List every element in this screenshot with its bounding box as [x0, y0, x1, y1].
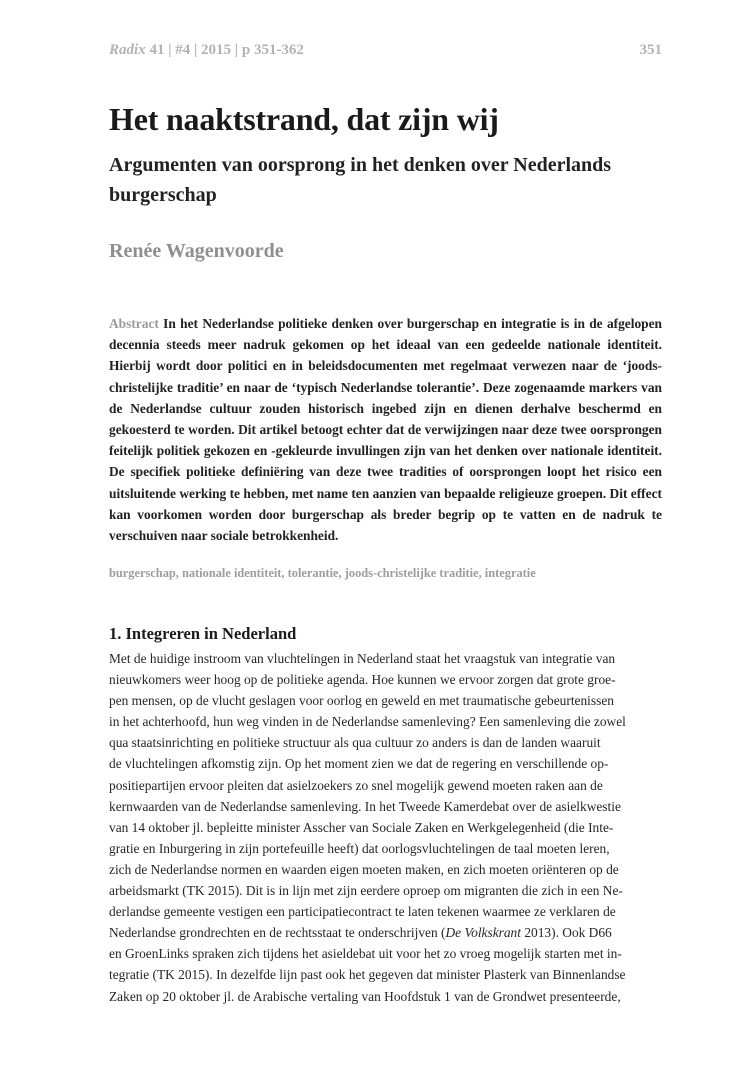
text-line: en GroenLinks spraken zich tijdens het asieldebat uit voor het zo vroeg mogelijk starten met in-	[109, 946, 622, 962]
text-fragment: 2013). Ook D66	[520, 925, 612, 941]
text-line: gratie en Inburgering in zijn portefeuille heeft) dat oorlogsvluchtelingen de taal moeten leren,	[109, 840, 610, 856]
article-title: Het naaktstrand, dat zijn wij	[109, 101, 499, 137]
body-text	[109, 648, 662, 1007]
text-line: positiepartijen ervoor pleiten dat asielzoekers zo snel mogelijk gewend moeten raken aan de	[109, 777, 603, 793]
page-number: 351	[639, 42, 662, 58]
text-fragment: Nederlandse grondrechten en de rechtsstaat te onderschrijven (	[109, 925, 446, 941]
author-name: Renée Wagenvoorde	[109, 240, 284, 262]
text-line: de vluchtelingen afkomstig zijn. Op het moment zien we dat de regering en verschillende op-	[109, 756, 609, 772]
text-line: tegratie (TK 2015). In dezelfde lijn past ook het gegeven dat minister Plasterk van Binnenlandse	[109, 967, 626, 983]
text-line: Zaken op 20 oktober jl. de Arabische vertaling van Hoofdstuk 1 van de Grondwet presenteerde,	[109, 988, 621, 1004]
text-line: van 14 oktober jl. bepleitte minister Asscher van Sociale Zaken en Werkgelegenheid (die Inte-	[109, 819, 614, 835]
keywords: burgerschap, nationale identiteit, tolerantie, joods-christelijke traditie, integratie	[109, 566, 536, 580]
text-line: kernwaarden van de Nederlandse samenleving. In het Tweede Kamerdebat over de asielkwestie	[109, 798, 621, 814]
citation-italic: De Volkskrant	[445, 925, 521, 941]
text-line: pen mensen, op de vlucht geslagen voor oorlog en geweld en met traumatische gebeurtenissen	[109, 693, 614, 709]
abstract	[109, 313, 662, 546]
text-line: nieuwkomers weer hoog op de politieke agenda. Hoe kunnen we ervoor zorgen dat grote groe-	[109, 672, 616, 688]
text-line: arbeidsmarkt (TK 2015). Dit is in lijn met zijn eerdere oproep om migranten die zich in een Ne-	[109, 883, 623, 899]
running-header	[109, 42, 662, 59]
section-heading: 1. Integreren in Nederland	[109, 624, 297, 643]
text-line: qua staatsinrichting en politieke structuur als qua cultuur zo anders is dan de landen waaruit	[109, 735, 601, 751]
text-line	[109, 922, 662, 943]
journal-name: Radix	[109, 42, 146, 58]
citation: 41 | #4 | 2015 | p 351-362	[145, 42, 304, 58]
abstract-text: In het Nederlandse politieke denken over burgerschap en integratie is in de afgelopen decennia steeds meer nadruk gekomen op het ideaal van een gedeelde nationale identiteit. Hierbij wordt door politici en in beleidsdocumenten met regelmaat verwezen naar de ‘joods-christelijke traditie’ en naar de ‘typisch Nederlandse tolerantie’. Deze zogenaamde markers van de Nederlandse cultuur zouden historisch ingebed zijn en dienen derhalve beschermd en gekoesterd te worden. Dit artikel betoogt echter dat de verwijzingen naar deze twee oorsprongen feitelijk politiek gekozen en -gekleurde invullingen zijn van het denken over nationale identiteit. De specifiek politieke definiëring van deze twee tradities of oorsprongen loopt het risico een uitsluitende werking te hebben, met name ten aanzien van bepaalde religieuze groepen. Dit effect kan voorkomen worden door burgerschap als breder begrip op te vatten en de nadruk te verschuiven naar sociale betrokkenheid.	[109, 316, 662, 544]
text-line: Met de huidige instroom van vluchtelingen in Nederland staat het vraagstuk van integratie van	[109, 651, 616, 666]
text-line: zich de Nederlandse normen en waarden eigen moeten maken, en zich moeten oriënteren op de	[109, 861, 619, 877]
text-line: in het achterhoofd, hun weg vinden in de Nederlandse samenleving? Een samenleving die zowel	[109, 714, 626, 730]
text-line: derlandse gemeente vestigen een participatiecontract te laten tekenen waarmee ze verklaren de	[109, 904, 616, 920]
abstract-label: Abstract	[109, 316, 159, 331]
article-subtitle: Argumenten van oorsprong in het denken over Nederlands burgerschap	[109, 154, 612, 206]
